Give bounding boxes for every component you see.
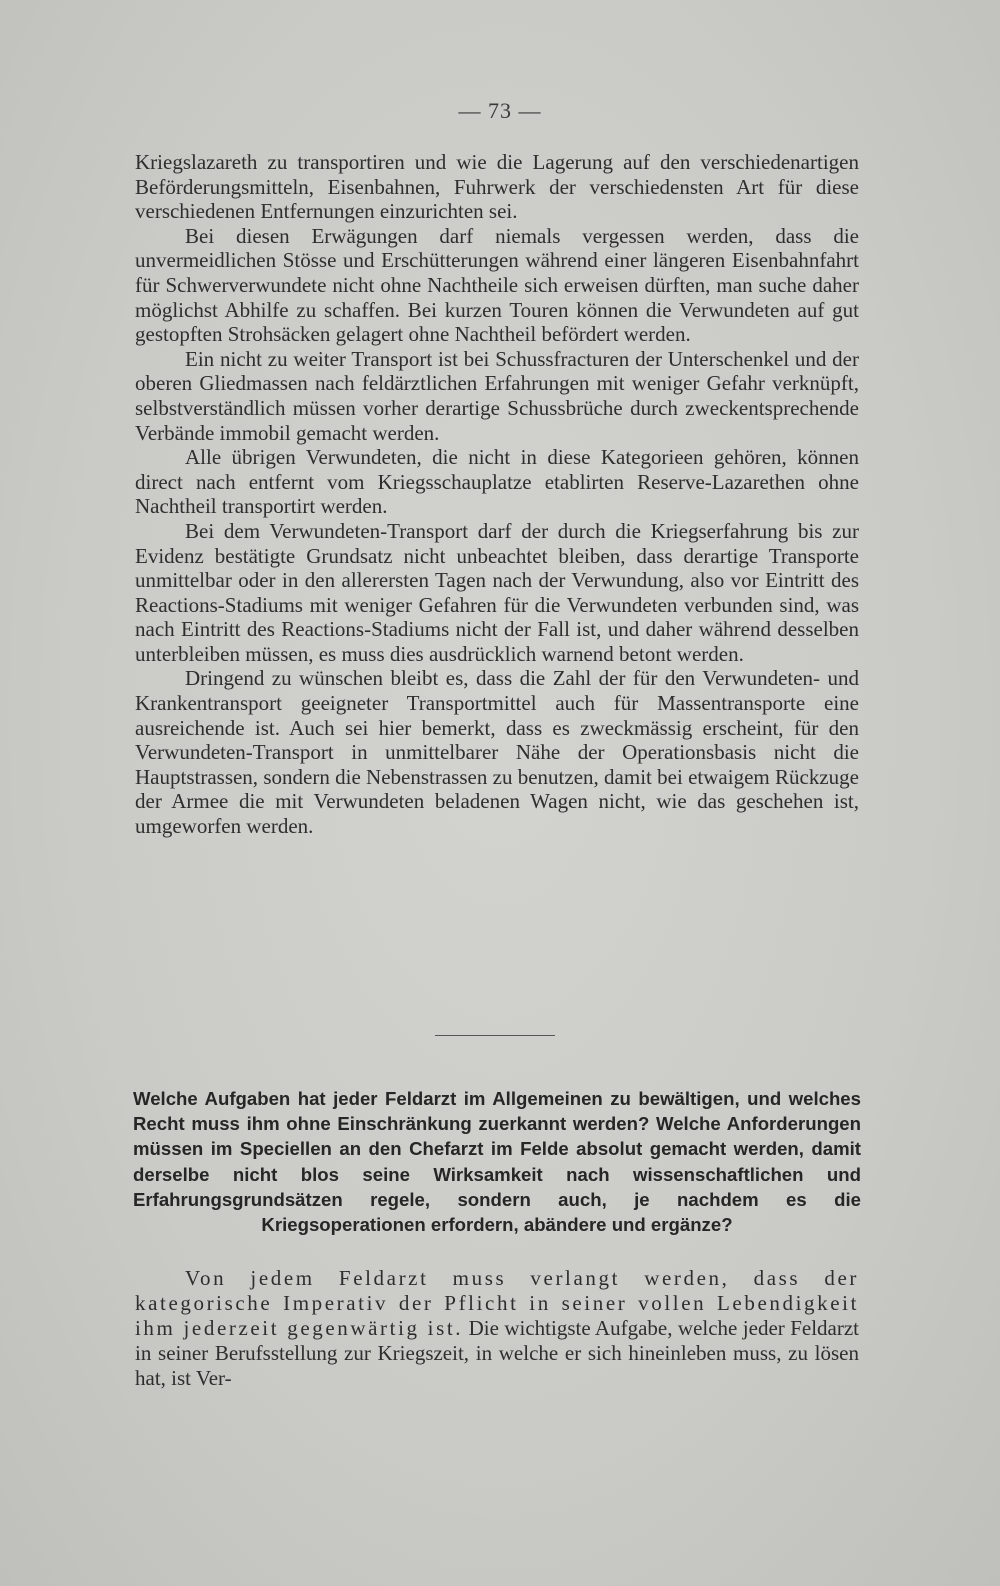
paragraph-2: Bei diesen Erwägungen darf niemals vergessen werden, dass die unvermeidlichen Stösse und Erschütterungen während einer längeren Eisenbahnfahrt für Schwerverwundete nicht ohne Nachtheile sich erweisen dürften, man suche daher möglichst Abhilfe zu schaffen. Bei kurzen Touren können die Verwundeten auf gut gestopften Strohsäcken gelagert ohne Nachtheil befördert werden. [135, 223, 859, 347]
section-separator-rule [435, 1035, 555, 1036]
paragraph-1: Kriegslazareth zu transportiren und wie die Lagerung auf den verschiedenartigen Beförderungsmitteln, Eisenbahnen, Fuhrwerk der verschiedensten Art für diese verschiedenen Entfernungen einzurichten sei. [135, 150, 859, 224]
main-text-block [135, 150, 859, 839]
paragraph-7-spaced-part: Von jedem Feldarzt muss verlangt werden, dass der kategorische Imperativ der Pflicht in seiner vollen Lebendigkeit ihm jederzeit gegenwärtig ist. [135, 1266, 859, 1340]
paragraph-7 [135, 1266, 859, 1391]
paragraph-3: Ein nicht zu weiter Transport ist bei Schussfracturen der Unterschenkel und der oberen Gliedmassen nach feldärztlichen Erfahrungen mit weniger Gefahr verknüpft, selbstverständlich müssen vorher derartige Schussbrüche durch zweckentsprechende Verbände immobil gemacht werden. [135, 346, 859, 445]
section-heading: Welche Aufgaben hat jeder Feldarzt im Allgemeinen zu bewältigen, und welches Recht muss ihm ohne Einschränkung zuerkannt werden? Welche Anforderungen müssen im Speciellen an den Chefarzt im Felde absolut gemacht werden, damit derselbe nicht blos seine Wirksamkeit nach wissenschaftlichen und Erfahrungsgrundsätzen regele, sondern auch, je nachdem es die Kriegsoperationen erfordern, abändere und ergänze? [133, 1088, 861, 1236]
closing-text-block [135, 1266, 859, 1391]
page-number: — 73 — [458, 98, 542, 123]
paragraph-6: Dringend zu wünschen bleibt es, dass die Zahl der für den Verwundeten- und Krankentransport geeigneter Transportmittel auch für Massentransporte eine ausreichende ist. Auch sei hier bemerkt, dass es zweckmässig erscheint, für den Verwundeten-Transport in unmittelbarer Nähe der Operationsbasis nicht die Hauptstrassen, sondern die Nebenstrassen zu benutzen, damit bei etwaigem Rückzuge der Armee die mit Verwundeten beladenen Wagen nicht, wie das geschehen ist, umgeworfen werden. [135, 666, 859, 839]
paragraph-7-normal-part: Die wichtigste Aufgabe, welche jeder Feldarzt in seiner Berufsstellung zur Kriegszeit, in welche er sich hineinleben muss, zu lösen hat, ist Ver- [135, 1316, 859, 1390]
paragraph-5: Bei dem Verwundeten-Transport darf der durch die Kriegserfahrung bis zur Evidenz bestätigte Grundsatz nicht unbeachtet bleiben, dass derartige Transporte unmittelbar oder in den allerersten Tagen nach der Verwundung, also vor Eintritt des Reactions-Stadiums mit weniger Gefahren für die Verwundeten verbunden sind, was nach Eintritt des Reactions-Stadiums nicht der Fall ist, und daher während desselben unterbleiben müssen, es muss dies ausdrücklich warnend betont werden. [135, 518, 859, 666]
paragraph-4: Alle übrigen Verwundeten, die nicht in diese Kategorieen gehören, können direct nach entfernt vom Kriegsschauplatze etablirten Reserve-Lazarethen ohne Nachtheil transportirt werden. [135, 445, 859, 519]
